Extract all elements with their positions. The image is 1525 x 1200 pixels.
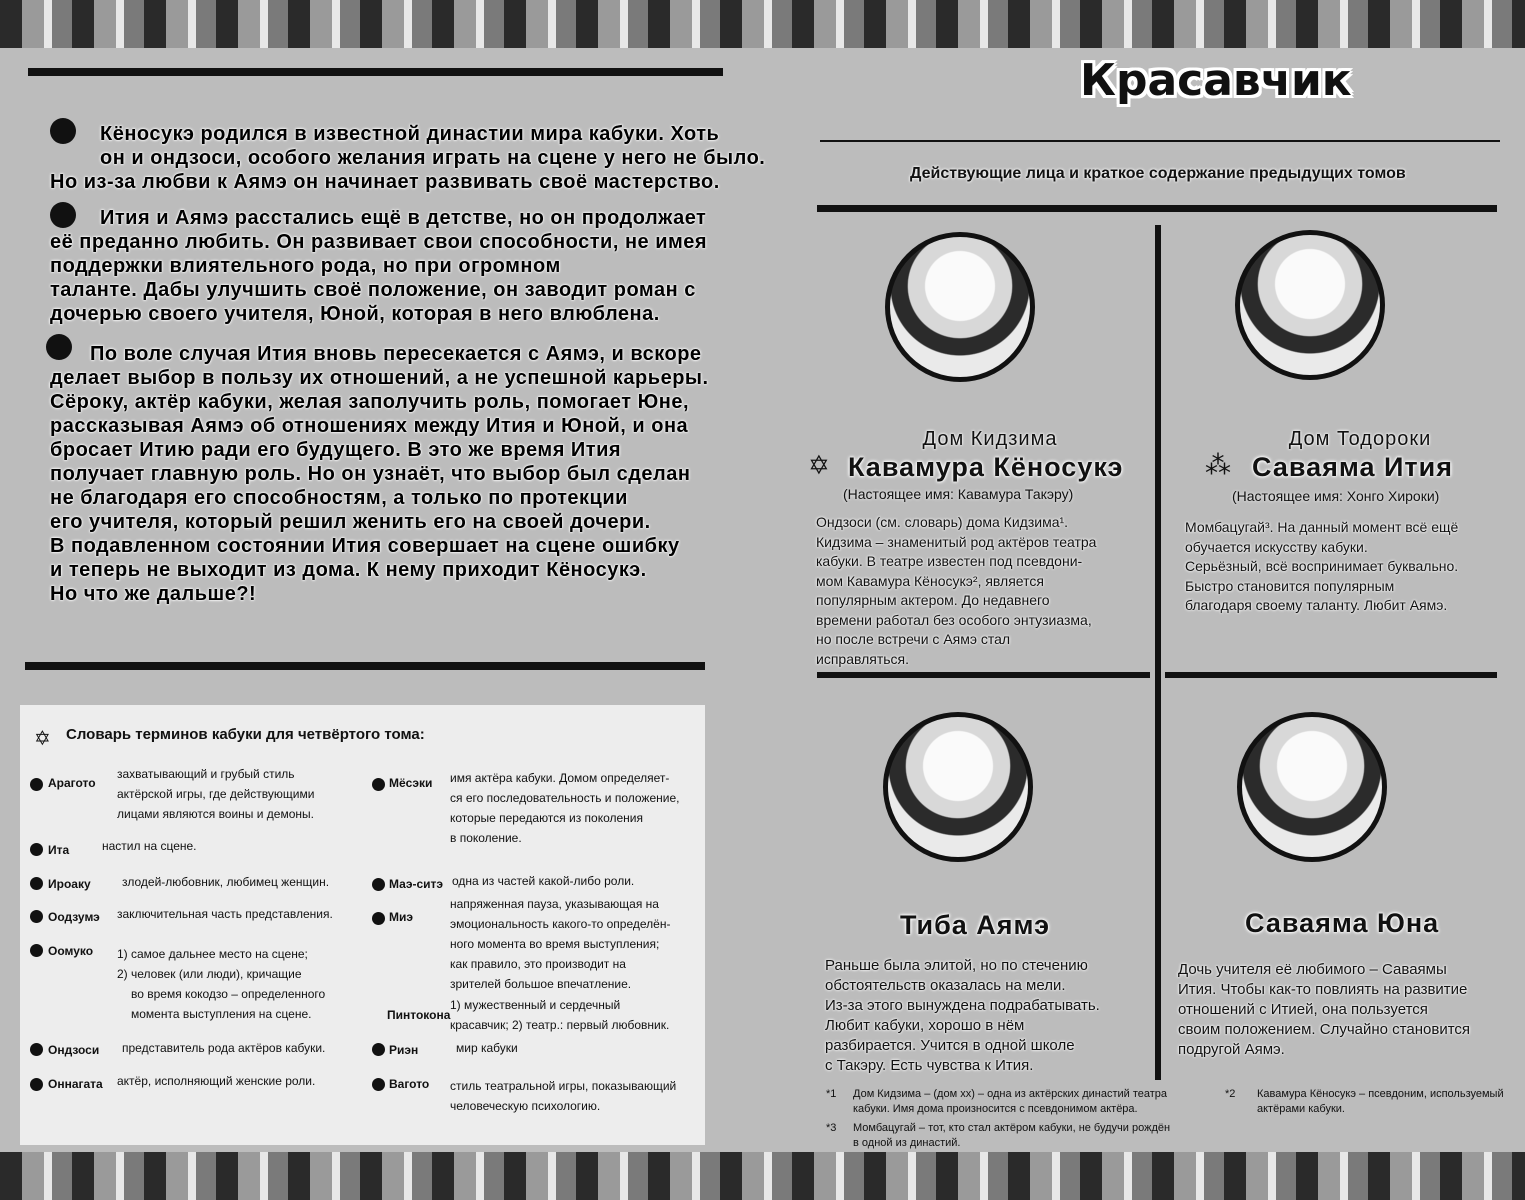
glossary-bullet — [30, 944, 43, 957]
glossary-definition: напряженная пауза, указывающая на эмоциональность какого-то определён- ного момента во время выступления; как правило, это производит на зрителей большое впечатление. — [450, 897, 671, 991]
glossary-bullet — [30, 1043, 43, 1056]
glossary-definition: заключительная часть представления. — [117, 907, 333, 921]
summary-paragraph-1: Кёносукэ родился в известной династии мира кабуки. Хоть он и ондзоси, особого желания играть на сцене у него не было. Но из-за любви к Аямэ он начинает развивать своё мастерство. — [50, 123, 766, 193]
glossary-definition: стиль театральной игры, показывающий человеческую психологию. — [450, 1079, 677, 1113]
character-description: Раньше была элитой, но по стечению обстоятельств оказалась на мели. Из-за этого вынуждена подрабатывать. Любит кабуки, хорошо в нём разбирается. Учится в одной школе с Такэру. Есть чувства к Ития. — [825, 957, 1100, 1074]
footnote-mark: *2 — [1225, 1088, 1236, 1100]
character-portrait-ayame — [883, 712, 1033, 862]
character-portrait-itiya — [1235, 230, 1385, 380]
title-underline — [820, 140, 1500, 142]
cast-horizontal-divider-left — [817, 672, 1150, 678]
glossary-term: Арагото — [48, 776, 96, 790]
character-house: Дом Кидзима — [922, 428, 1058, 450]
glossary-definition: имя актёра кабуки. Домом определяет- ся его последовательность и положение, которые передаются из поколения в поколение. — [450, 771, 680, 845]
glossary-definition: 1) мужественный и сердечный красавчик; 2) театр.: первый любовник. — [450, 998, 670, 1032]
footnote-text: Дом Кидзима – (дом хх) – одна из актёрских династий театра кабуки. Имя дома произносится с псевдонимом актёра. — [853, 1088, 1168, 1115]
glossary-definition: 1) самое дальнее место на сцене; 2) человек (или люди), кричащие во время кокодзо – определенного момента выступления на сцене. — [117, 947, 326, 1021]
glossary-bullet — [372, 1078, 385, 1091]
glossary-definition: одна из частей какой-либо роли. — [452, 874, 635, 888]
star-icon: ✡ — [34, 728, 51, 750]
glossary-term: Ондзоси — [48, 1043, 100, 1057]
glossary-term: Оодзумэ — [48, 910, 100, 924]
summary-paragraph-3: По воле случая Ития вновь пересекается с Аямэ, и вскоре делает выбор в пользу их отношений, а не успешной карьеры. Сёроку, актёр кабуки, желая заполучить роль, помогает Юне, рассказывая Аямэ об отношениях между Ития и Юной, и она бросает Итию ради его будущего. В это же время Ития получает главную роль. Но он узнаёт, что выбор был сделан не благодаря его способностям, а только по протекции его учителя, который решил женить его на своей дочери. В подавленном состоянии Ития совершает на сцене ошибку и теперь не выходит из дома. К нему приходит Кёносукэ. Но что же дальше?! — [50, 343, 709, 605]
character-real-name: (Настоящее имя: Кавамура Такэру) — [843, 486, 1074, 502]
footnote-text: Момбацугай – тот, кто стал актёром кабуки, не будучи рождён в одной из династий. — [853, 1122, 1171, 1149]
middle-divider — [25, 662, 705, 670]
footnote-text: Кавамура Кёносукэ – псевдоним, используемый актёрами кабуки. — [1257, 1088, 1504, 1115]
glossary-bullet — [30, 910, 43, 923]
character-description: Ондзоси (см. словарь) дома Кидзима¹. Кидзима – знаменитый род актёров театра кабуки. В театре известен под псевдони- мом Кавамура Кёносукэ², является популярным актером. До недавнего времени работал без особого энтузиазма, но после встречи с Аямэ стал исправляться. — [816, 514, 1097, 667]
glossary-bullet — [372, 878, 385, 891]
character-house: Дом Тодороки — [1288, 428, 1432, 450]
character-portrait-kyonosuke — [885, 232, 1035, 382]
glossary-term: Мёсэки — [389, 776, 433, 790]
glossary-term: Пинтокона — [387, 1008, 451, 1022]
star-crest-icon: ✡ — [808, 450, 830, 480]
character-name: Саваяма Ития — [1252, 452, 1453, 482]
glossary-bullet — [30, 843, 43, 856]
glossary-bullet — [30, 1078, 43, 1091]
glossary-bullet — [372, 1043, 385, 1056]
footnote-mark: *3 — [826, 1122, 837, 1134]
glossary-definition: актёр, исполняющий женские роли. — [117, 1074, 316, 1088]
glossary-term: Вагото — [389, 1077, 430, 1091]
character-portrait-yuna — [1237, 712, 1387, 862]
glossary-term: Риэн — [389, 1043, 419, 1057]
character-name: Саваяма Юна — [1245, 908, 1440, 938]
glossary-definition: мир кабуки — [456, 1041, 518, 1055]
page-title: Красавчик — [1080, 55, 1352, 106]
character-description: Дочь учителя её любимого – Саваямы Ития. Чтобы как-то повлиять на развитие отношений с Итией, она пользуется своим положением. Случайно становится подругой Аямэ. — [1178, 961, 1471, 1058]
bottom-pattern-border — [0, 1152, 1525, 1200]
glossary-term: Ироаку — [48, 877, 91, 891]
glossary-definition: представитель рода актёров кабуки. — [122, 1041, 326, 1055]
glossary-definition: захватывающий и грубый стиль актёрской игры, где действующими лицами являются воины и демоны. — [117, 767, 315, 821]
character-name: Тиба Аямэ — [900, 910, 1051, 940]
character-description: Момбацугай³. На данный момент всё ещё обучается искусству кабуки. Серьёзный, всё воспринимает буквально. Быстро становится популярным благодаря своему таланту. Любит Аямэ. — [1185, 519, 1459, 613]
character-name: Кавамура Кёносукэ — [848, 452, 1124, 482]
glossary-bullet — [30, 778, 43, 791]
cast-vertical-divider — [1155, 225, 1161, 1080]
glossary-bullet — [372, 778, 385, 791]
glossary-term: Миэ — [389, 910, 413, 924]
top-divider — [28, 68, 723, 76]
summary-paragraph-2: Ития и Аямэ расстались ещё в детстве, но он продолжает её преданно любить. Он развивает свои способности, не имея поддержки влиятельного рода, но при огромном таланте. Дабы улучшить своё положение, он заводит роман с дочерью своего учителя, Юной, которая в него влюблена. — [50, 207, 708, 325]
top-pattern-border — [0, 0, 1525, 48]
footnote-mark: *1 — [826, 1088, 837, 1100]
glossary-title: Словарь терминов кабуки для четвёртого тома: — [66, 726, 425, 743]
glossary-term: Оннагата — [48, 1077, 103, 1091]
glossary-definition: настил на сцене. — [102, 839, 197, 853]
glossary-bullet — [372, 912, 385, 925]
glossary-term: Ита — [48, 843, 70, 857]
cast-top-divider — [817, 205, 1497, 212]
page-subtitle: Действующие лица и краткое содержание предыдущих томов — [910, 165, 1406, 182]
glossary-bullet — [30, 877, 43, 890]
cast-horizontal-divider-right — [1165, 672, 1497, 678]
glossary-definition: злодей-любовник, любимец женщин. — [122, 875, 330, 889]
glossary-term: Оомуко — [48, 944, 94, 958]
character-real-name: (Настоящее имя: Хонго Хироки) — [1232, 488, 1440, 504]
triple-circle-crest-icon: ⁂ — [1205, 450, 1231, 480]
glossary-term: Маэ-ситэ — [389, 877, 443, 891]
